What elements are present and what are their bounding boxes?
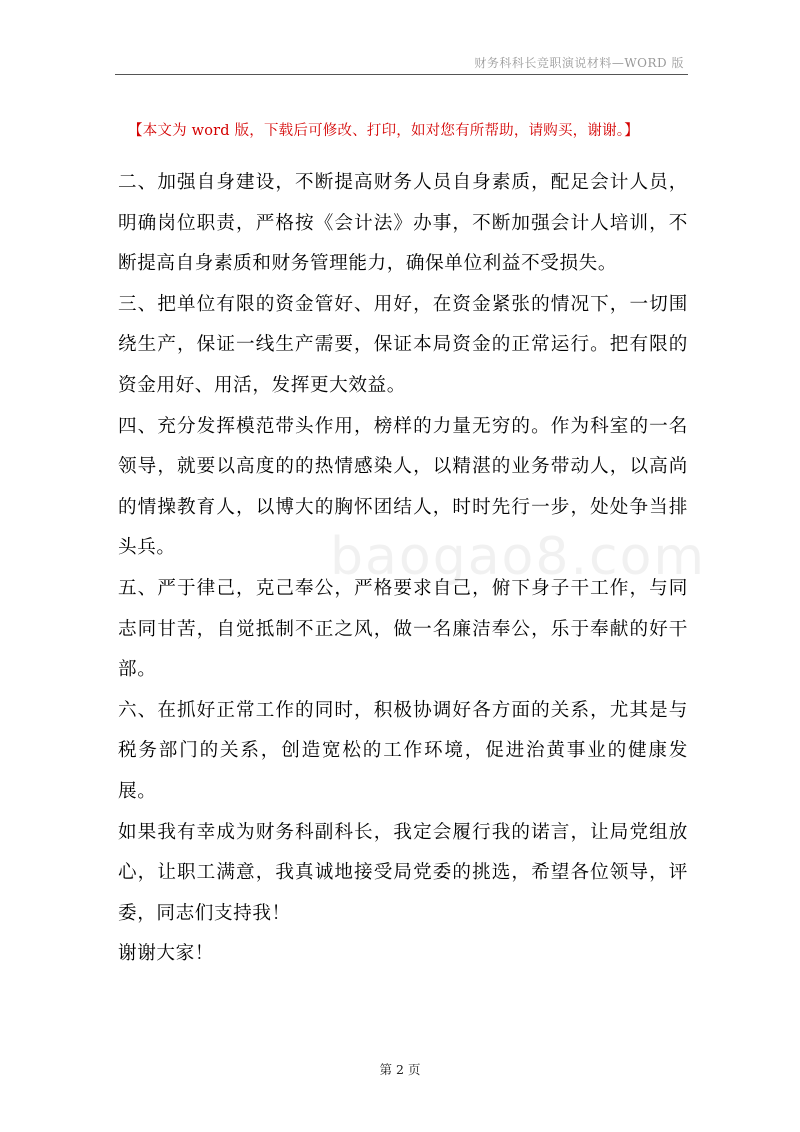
purchase-notice: 【本文为 word 版，下载后可修改、打印，如对您有所帮助，请购买，谢谢。】 xyxy=(128,123,639,139)
page-number: 第 2 页 xyxy=(379,1062,421,1077)
watermark: baogao8.com xyxy=(330,527,707,587)
paragraph-thanks: 谢谢大家！ xyxy=(118,943,214,965)
paragraph-4: 四、充分发挥模范带头作用，榜样的力量无穷的。作为科室的一名领导，就要以高度的的热情感染人，以精湛的业务带动人，以高尚的情操教育人，以博大的胸怀团结人，时时先行一步，处处争当排头兵。 xyxy=(118,415,688,559)
header-divider xyxy=(115,74,688,75)
paragraph-2: 二、加强自身建设，不断提高财务人员自身素质，配足会计人员，明确岗位职责，严格按《会计法》办事，不断加强会计人培训，不断提高自身素质和财务管理能力，确保单位利益不受损失。 xyxy=(118,172,688,275)
document-body xyxy=(118,163,688,975)
paragraph-closing: 如果我有幸成为财务科副科长，我定会履行我的诺言，让局党组放心，让职工满意，我真诚地接受局党委的挑选，希望各位领导，评委，同志们支持我！ xyxy=(118,821,688,924)
header-title: 财务科科长竞职演说材料—WORD 版 xyxy=(474,56,684,70)
paragraph-6: 六、在抓好正常工作的同时，积极协调好各方面的关系，尤其是与税务部门的关系，创造宽松的工作环境，促进治黄事业的健康发展。 xyxy=(118,699,688,802)
paragraph-3: 三、把单位有限的资金管好、用好，在资金紧张的情况下，一切围绕生产，保证一线生产需要，保证本局资金的正常运行。把有限的资金用好、用活，发挥更大效益。 xyxy=(118,293,688,396)
paragraph-5: 五、严于律己，克己奉公，严格要求自己，俯下身子干工作，与同志同甘苦，自觉抵制不正之风，做一名廉洁奉公，乐于奉献的好干部。 xyxy=(118,577,688,681)
